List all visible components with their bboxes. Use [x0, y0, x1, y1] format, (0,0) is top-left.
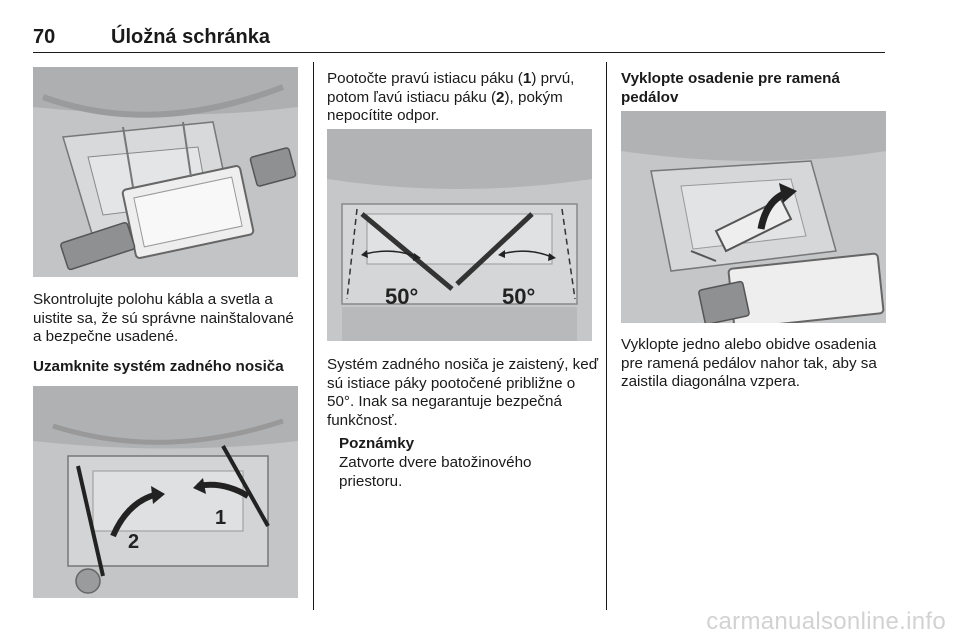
paragraph-check-cable: Skontrolujte polohu kábla a svetla a uistite sa, že sú správne nainštalované a bezpečne usadené.	[33, 291, 294, 346]
footer-watermark: carmanualsonline.info	[706, 608, 946, 635]
note-text: Zatvorte dvere batožinového priestoru.	[339, 454, 532, 490]
page-number: 70	[33, 26, 56, 48]
page-title: Úložná schránka	[111, 26, 270, 48]
figure-lock-levers	[33, 386, 298, 598]
heading-fold-pedal-mounts: Vyklopte osadenie pre ramená pedálov	[621, 70, 840, 106]
angle-label-right: 50°	[502, 284, 536, 309]
figure-rack-lights	[33, 67, 298, 277]
paragraph-rotate-levers: Pootočte pravú istiacu páku (1) prvú, potom ľavú istiacu páku (2), pokým nepocítite odpor.	[327, 70, 575, 125]
heading-lock-rack: Uzamknite systém zadného nosiča	[33, 358, 284, 375]
note-heading: Poznámky	[339, 435, 415, 452]
paragraph-rack-locked: Systém zadného nosiča je zaistený, keď sú istiace páky pootočené približne o 50°. Inak sa negarantuje bezpečná funkčnosť.	[327, 356, 599, 429]
angle-label-left: 50°	[385, 284, 419, 309]
page-header	[33, 24, 885, 53]
figure-lever-angles	[327, 129, 592, 341]
column-divider-right	[606, 62, 607, 610]
figure-label-1: 1	[215, 507, 227, 529]
figure-label-2: 2	[128, 531, 140, 553]
column-divider-left	[313, 62, 314, 610]
paragraph-fold-mounts: Vyklopte jedno alebo obidve osadenia pre ramená pedálov nahor tak, aby sa zaistila diagonálna vzpera.	[621, 336, 877, 391]
figure-fold-pedal-mounts	[621, 111, 886, 323]
